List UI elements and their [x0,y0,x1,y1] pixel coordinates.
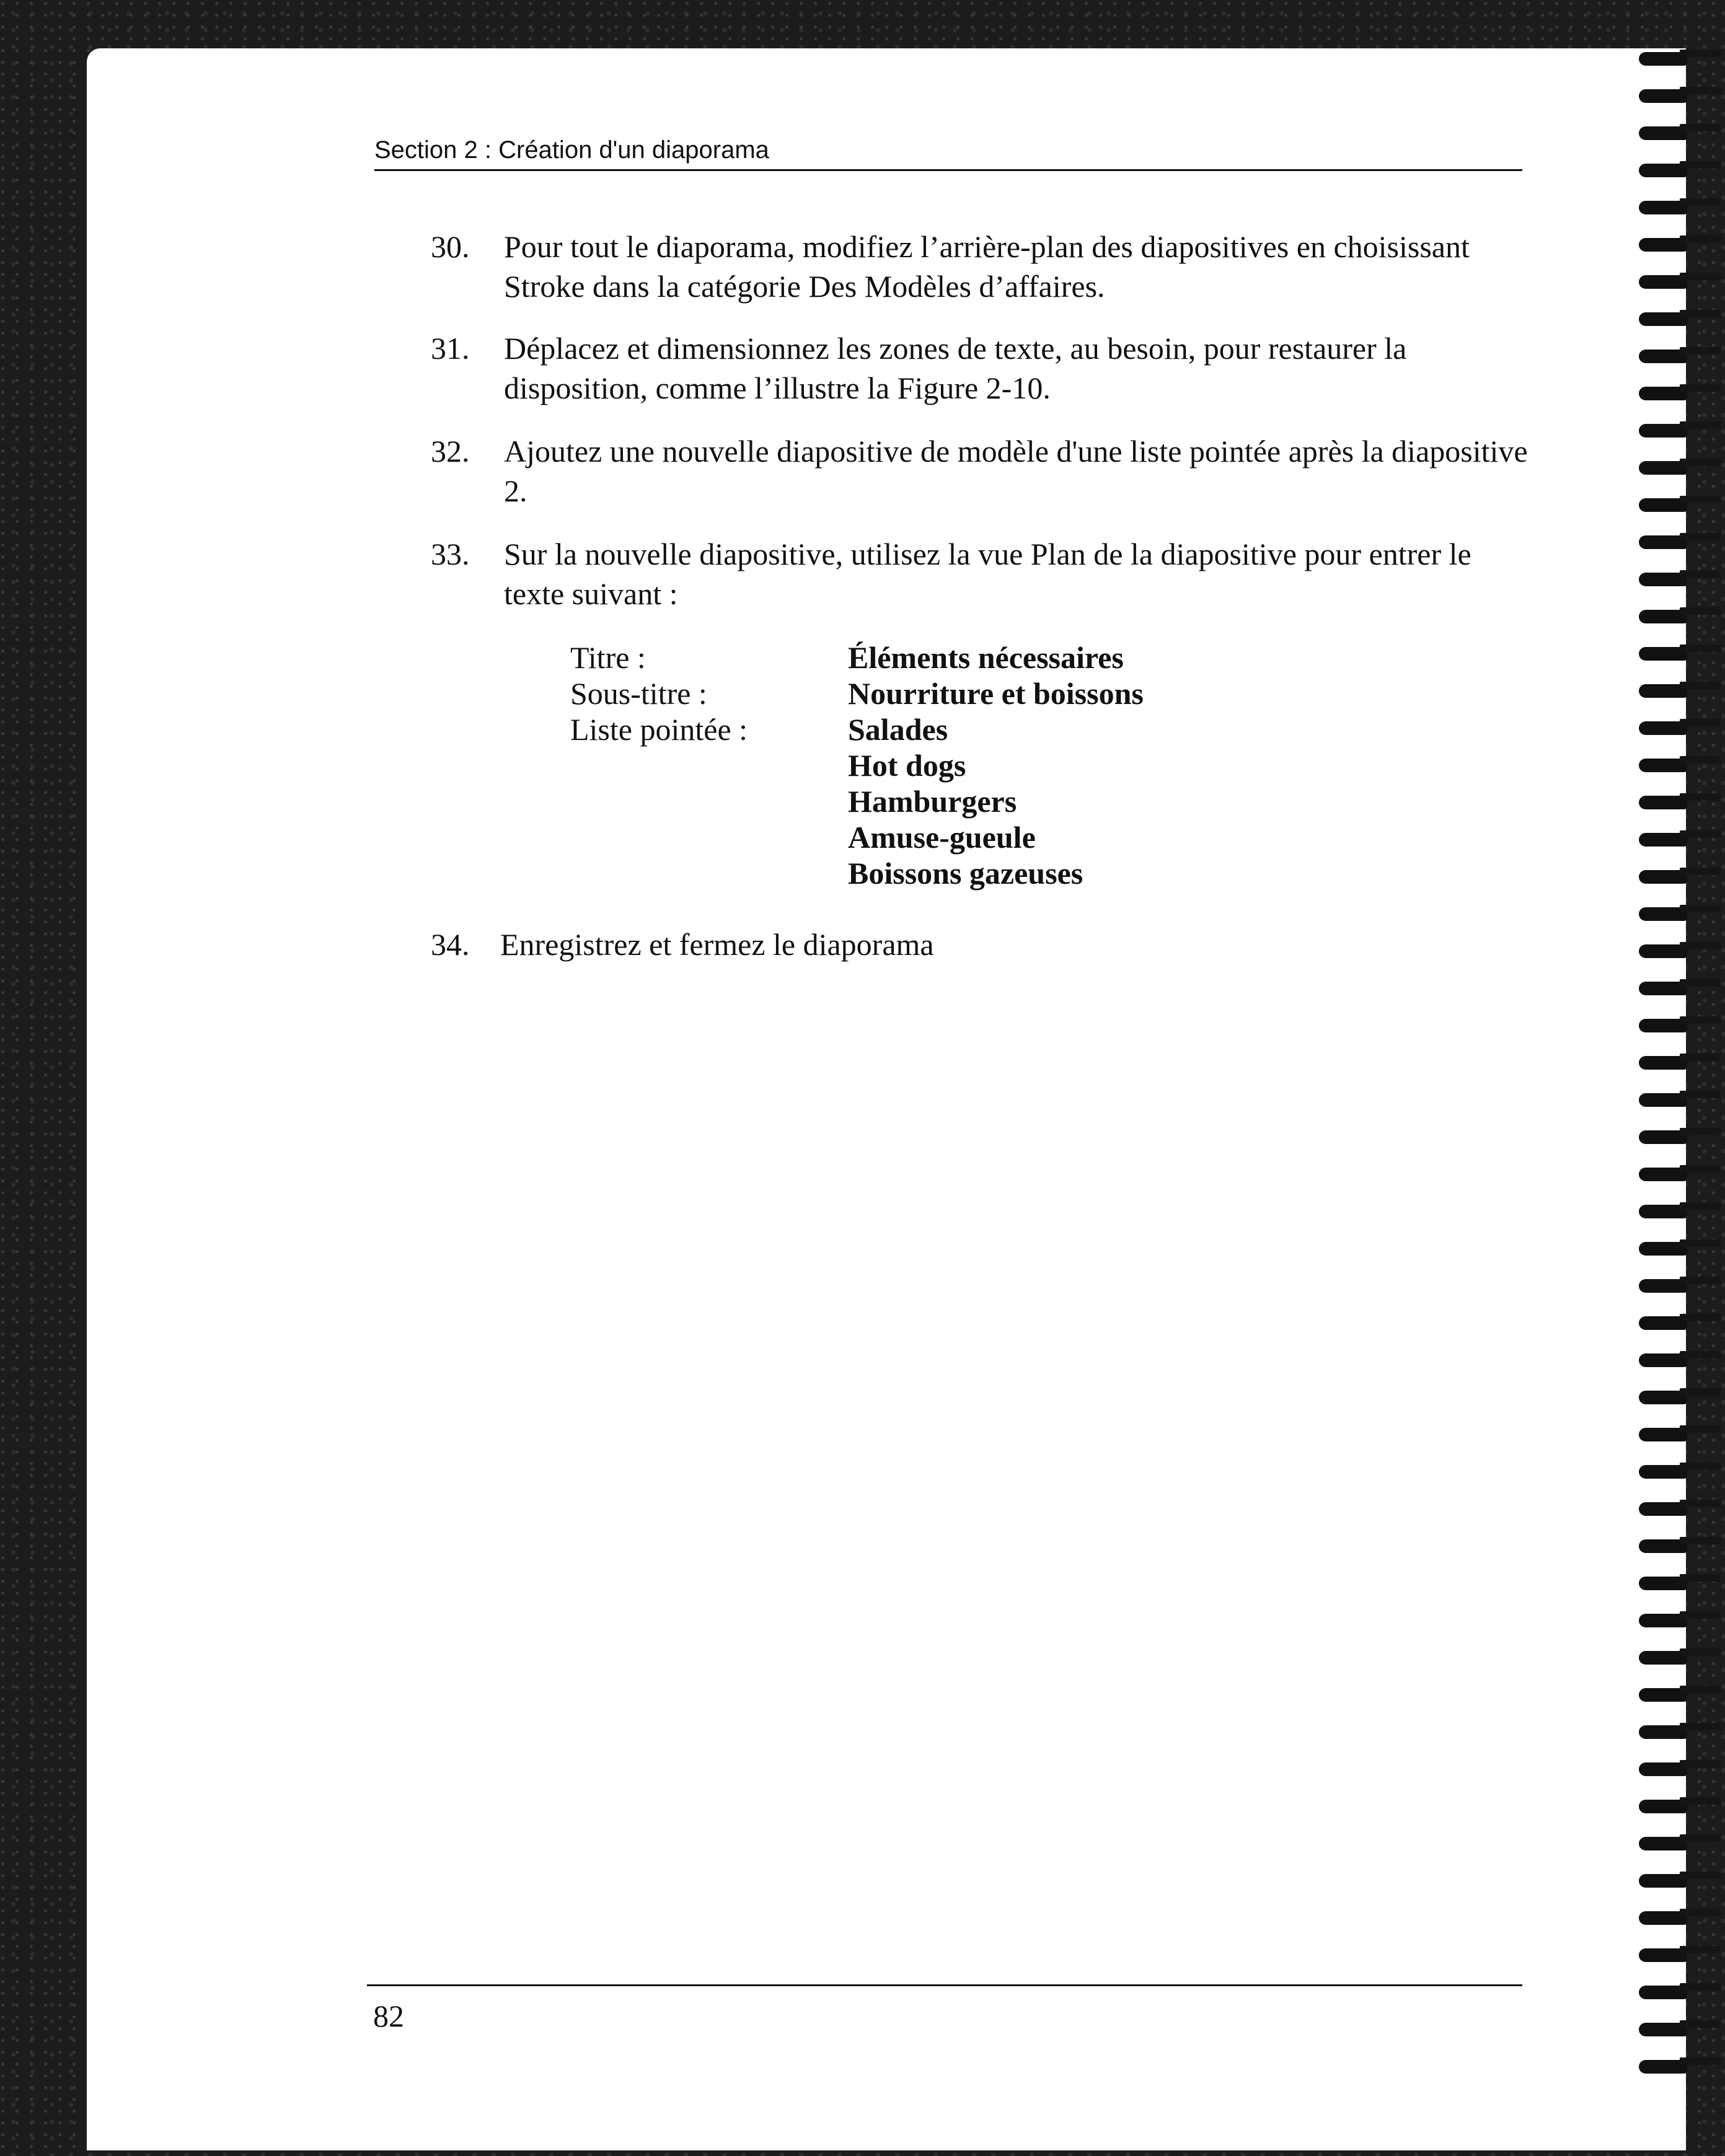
binding-ring-bar [1680,1202,1721,1210]
binding-ring [1636,1463,1723,1481]
binding-ring [1636,1165,1723,1184]
entry-value: Nourriture et boissons [848,676,1144,711]
binding-ring [1636,1128,1723,1146]
binding-ring-bar [1680,310,1721,317]
binding-ring-bar [1680,979,1721,987]
binding-ring-bar [1680,2057,1721,2065]
entry-value: Éléments nécessaires [848,640,1124,675]
binding-ring [1636,979,1723,998]
binding-ring-bar [1680,1983,1721,1991]
binding-ring [1636,719,1723,737]
entry-row-subtitle [570,675,1314,711]
binding-ring-bar [1680,1091,1721,1098]
binding-ring-bar [1680,347,1721,354]
binding-ring [1636,384,1723,403]
binding-ring [1636,1574,1723,1593]
binding-ring-bar [1680,1946,1721,1953]
page-number: 82 [373,1999,404,2033]
binding-ring [1636,124,1723,143]
binding-ring [1636,868,1723,886]
binding-ring-bar [1680,570,1721,578]
binding-ring-bar [1680,1872,1721,1879]
step-text: Pour tout le diaporama, modifiez l’arrière-plan des diapositives en choisissant Stroke dans la catégorie Des Modèles d’affaires. [504,229,1470,304]
binding-ring [1636,1016,1723,1035]
binding-ring-bar [1680,1574,1721,1582]
step-number: 32. [431,434,470,469]
binding-ring [1636,793,1723,812]
binding-ring-bar [1680,124,1721,131]
binding-ring-bar [1680,1537,1721,1544]
binding-ring-bar [1680,87,1721,94]
binding-ring [1636,1425,1723,1444]
binding-ring [1636,1872,1723,1890]
entry-row-bullet [570,819,1314,855]
binding-ring [1636,2057,1723,2076]
binding-ring-bar [1680,1054,1721,1061]
binding-ring [1636,1983,1723,2002]
step-number: 31. [431,331,470,366]
footer-divider [367,1984,1522,1986]
binding-ring-bar [1680,496,1721,503]
step-number: 33. [431,537,470,571]
entry-row-bullet [570,783,1314,819]
binding-ring [1636,1202,1723,1221]
binding-ring [1636,1611,1723,1630]
document-page [87,48,1686,2150]
binding-ring [1636,1946,1723,1965]
entry-row-bullet [570,855,1314,891]
entry-row-bullet [570,747,1314,783]
binding-ring-bar [1680,1760,1721,1767]
binding-ring [1636,1054,1723,1072]
binding-ring-bar [1680,235,1721,243]
binding-ring [1636,1686,1723,1704]
step-text: Enregistrez et fermez le diaporama [500,927,934,962]
binding-ring-bar [1680,384,1721,392]
binding-ring [1636,2020,1723,2039]
binding-ring-bar [1680,1611,1721,1619]
binding-ring-bar [1680,1277,1721,1284]
binding-ring-bar [1680,905,1721,912]
step-text: Déplacez et dimensionnez les zones de texte, au besoin, pour restaurer la disposition, comme l’illustre la Figure 2-10. [504,331,1407,405]
binding-ring-bar [1680,2020,1721,2028]
binding-ring [1636,198,1723,217]
entry-value: Boissons gazeuses [848,856,1083,891]
binding-ring [1636,1239,1723,1258]
binding-ring [1636,1648,1723,1667]
binding-ring-bar [1680,868,1721,875]
binding-ring [1636,1500,1723,1518]
entry-label: Liste pointée : [570,712,748,747]
binding-ring-bar [1680,830,1721,838]
binding-ring-bar [1680,1016,1721,1024]
spiral-binding [1636,37,1725,2101]
binding-ring [1636,50,1723,68]
binding-ring [1636,496,1723,514]
entry-row-title [570,640,1314,675]
binding-ring [1636,645,1723,663]
binding-ring [1636,235,1723,254]
binding-ring [1636,830,1723,849]
section-title: Section 2 : Création d'un diaporama [374,136,769,164]
binding-ring-bar [1680,1128,1721,1135]
binding-ring [1636,1314,1723,1332]
step-text: Ajoutez une nouvelle diapositive de modèle d'une liste pointée après la diapositive 2. [504,434,1528,508]
section-header [374,136,1522,171]
entry-label: Sous-titre : [570,676,707,711]
binding-ring [1636,1834,1723,1853]
binding-ring [1636,1537,1723,1555]
binding-ring [1636,161,1723,180]
binding-ring-bar [1680,50,1721,57]
binding-ring [1636,533,1723,552]
binding-ring-bar [1680,1648,1721,1656]
binding-ring-bar [1680,793,1721,801]
binding-ring [1636,310,1723,328]
binding-ring [1636,905,1723,923]
entry-value: Amuse-gueule [848,820,1036,855]
binding-ring [1636,1760,1723,1779]
slide-content-table [570,640,1314,891]
binding-ring-bar [1680,161,1721,169]
binding-ring-bar [1680,1909,1721,1916]
binding-ring [1636,1277,1723,1295]
entry-value: Hot dogs [848,748,966,783]
binding-ring [1636,1909,1723,1927]
binding-ring [1636,273,1723,291]
binding-ring-bar [1680,1351,1721,1358]
binding-ring-bar [1680,459,1721,466]
step-number: 34. [431,927,470,962]
binding-ring-bar [1680,1686,1721,1693]
binding-ring-bar [1680,942,1721,949]
binding-ring [1636,1091,1723,1109]
binding-ring-bar [1680,1314,1721,1321]
binding-ring [1636,421,1723,440]
binding-ring-bar [1680,1723,1721,1730]
binding-ring [1636,756,1723,775]
binding-ring [1636,942,1723,961]
binding-ring [1636,459,1723,477]
binding-ring-bar [1680,719,1721,726]
binding-ring [1636,87,1723,105]
binding-ring-bar [1680,607,1721,615]
binding-ring [1636,1388,1723,1407]
step-number: 30. [431,229,470,264]
binding-ring-bar [1680,682,1721,689]
binding-ring-bar [1680,421,1721,429]
binding-ring-bar [1680,1500,1721,1507]
entry-value: Hamburgers [848,784,1017,819]
binding-ring-bar [1680,756,1721,763]
binding-ring [1636,347,1723,366]
binding-ring [1636,1723,1723,1741]
binding-ring [1636,570,1723,589]
binding-ring-bar [1680,1239,1721,1247]
binding-ring-bar [1680,1834,1721,1842]
entry-row-bullet-list [570,711,1314,747]
binding-ring [1636,682,1723,700]
binding-ring [1636,1797,1723,1816]
binding-ring-bar [1680,273,1721,280]
binding-ring [1636,607,1723,626]
step-text: Sur la nouvelle diapositive, utilisez la vue Plan de la diapositive pour entrer le texte suivant : [504,537,1471,611]
entry-value: Salades [848,712,948,747]
binding-ring-bar [1680,533,1721,540]
binding-ring-bar [1680,1463,1721,1470]
binding-ring-bar [1680,1388,1721,1396]
binding-ring-bar [1680,1425,1721,1433]
binding-ring-bar [1680,1165,1721,1173]
binding-ring-bar [1680,198,1721,206]
binding-ring-bar [1680,645,1721,652]
binding-ring-bar [1680,1797,1721,1805]
binding-ring [1636,1351,1723,1370]
entry-label: Titre : [570,640,646,675]
